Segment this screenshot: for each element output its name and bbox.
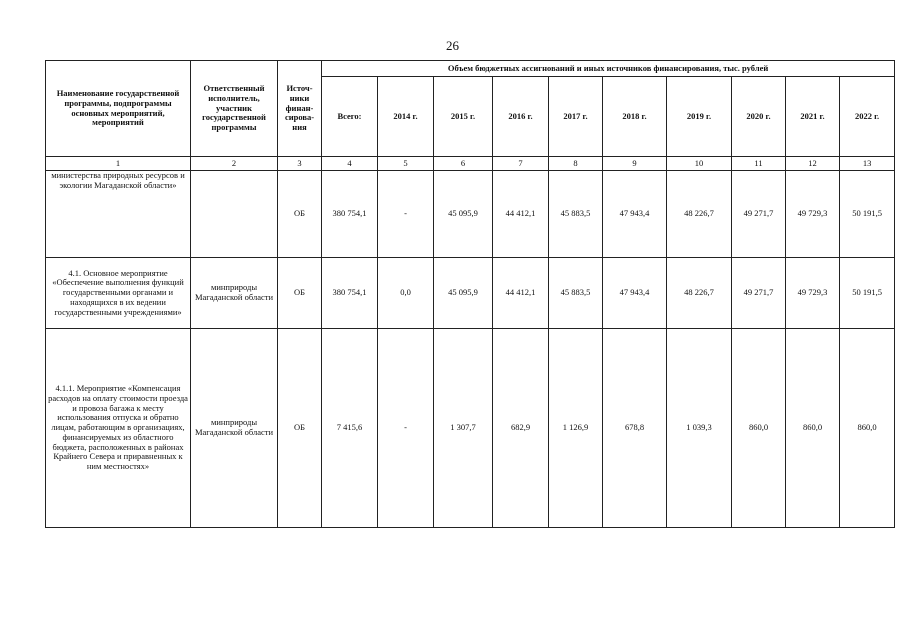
row-2018: 47 943,4 [603,258,667,329]
row-source: ОБ [278,258,322,329]
row-2021: 49 729,3 [786,171,840,258]
table-row [46,171,895,258]
column-number: 8 [549,157,603,171]
row-source: ОБ [278,329,322,528]
header-year-2016: 2016 г. [493,77,549,157]
column-number: 4 [322,157,378,171]
column-number-row [46,157,895,171]
row-2019: 48 226,7 [667,171,732,258]
row-2015: 45 095,9 [434,171,493,258]
header-year-2019: 2019 г. [667,77,732,157]
column-number: 12 [786,157,840,171]
row-executor: минприроды Магаданской области [191,258,278,329]
row-executor [191,171,278,258]
header-year-2014: 2014 г. [378,77,434,157]
row-executor: минприроды Магаданской области [191,329,278,528]
row-2017: 1 126,9 [549,329,603,528]
column-number: 7 [493,157,549,171]
row-2017: 45 883,5 [549,258,603,329]
header-name: Наименование государственной программы, подпрограммы основных мероприятий, мероприятий [46,61,191,157]
row-total: 380 754,1 [322,171,378,258]
column-number: 1 [46,157,191,171]
row-name: 4.1.1. Мероприятие «Компенсация расходов на оплату стоимости проезда и провоза багажа к месту использования отпуска и обратно лицам, работающим в организациях, финансируемых из областного бюджета, расположенных в районах Крайнего Севера и приравненных к ним местностях» [46,329,191,528]
row-2014: 0,0 [378,258,434,329]
header-year-2022: 2022 г. [840,77,895,157]
row-2016: 44 412,1 [493,171,549,258]
row-2018: 678,8 [603,329,667,528]
header-executor: Ответственный исполнитель, участник государственной программы [191,61,278,157]
header-funding-group: Объем бюджетных ассигнований и иных источников финансирования, тыс. рублей [322,61,895,77]
column-number: 3 [278,157,322,171]
header-source: Источ-ники финан-сирова-ния [278,61,322,157]
row-2019: 1 039,3 [667,329,732,528]
row-2015: 1 307,7 [434,329,493,528]
column-number: 6 [434,157,493,171]
row-2022: 50 191,5 [840,258,895,329]
column-number: 13 [840,157,895,171]
column-number: 2 [191,157,278,171]
row-2020: 49 271,7 [732,171,786,258]
row-2018: 47 943,4 [603,171,667,258]
row-2014: - [378,329,434,528]
row-2016: 44 412,1 [493,258,549,329]
row-name: министерства природных ресурсов и экологии Магаданской области» [46,171,191,258]
table-row [46,258,895,329]
header-year-2018: 2018 г. [603,77,667,157]
header-year-2021: 2021 г. [786,77,840,157]
row-2020: 860,0 [732,329,786,528]
row-2022: 50 191,5 [840,171,895,258]
row-total: 7 415,6 [322,329,378,528]
row-2022: 860,0 [840,329,895,528]
row-2020: 49 271,7 [732,258,786,329]
column-number: 5 [378,157,434,171]
row-2021: 860,0 [786,329,840,528]
page-number: 26 [446,38,459,53]
row-source: ОБ [278,171,322,258]
header-year-2015: 2015 г. [434,77,493,157]
column-number: 10 [667,157,732,171]
column-number: 11 [732,157,786,171]
row-total: 380 754,1 [322,258,378,329]
header-year-2020: 2020 г. [732,77,786,157]
budget-table [45,60,895,528]
column-number: 9 [603,157,667,171]
row-2015: 45 095,9 [434,258,493,329]
header-total: Всего: [322,77,378,157]
table-row [46,329,895,528]
header-year-2017: 2017 г. [549,77,603,157]
row-2019: 48 226,7 [667,258,732,329]
row-2017: 45 883,5 [549,171,603,258]
row-2016: 682,9 [493,329,549,528]
row-2014: - [378,171,434,258]
row-2021: 49 729,3 [786,258,840,329]
row-name: 4.1. Основное мероприятие «Обеспечение выполнения функций государственными органами и находящихся в их ведении государственными учреждениями» [46,258,191,329]
